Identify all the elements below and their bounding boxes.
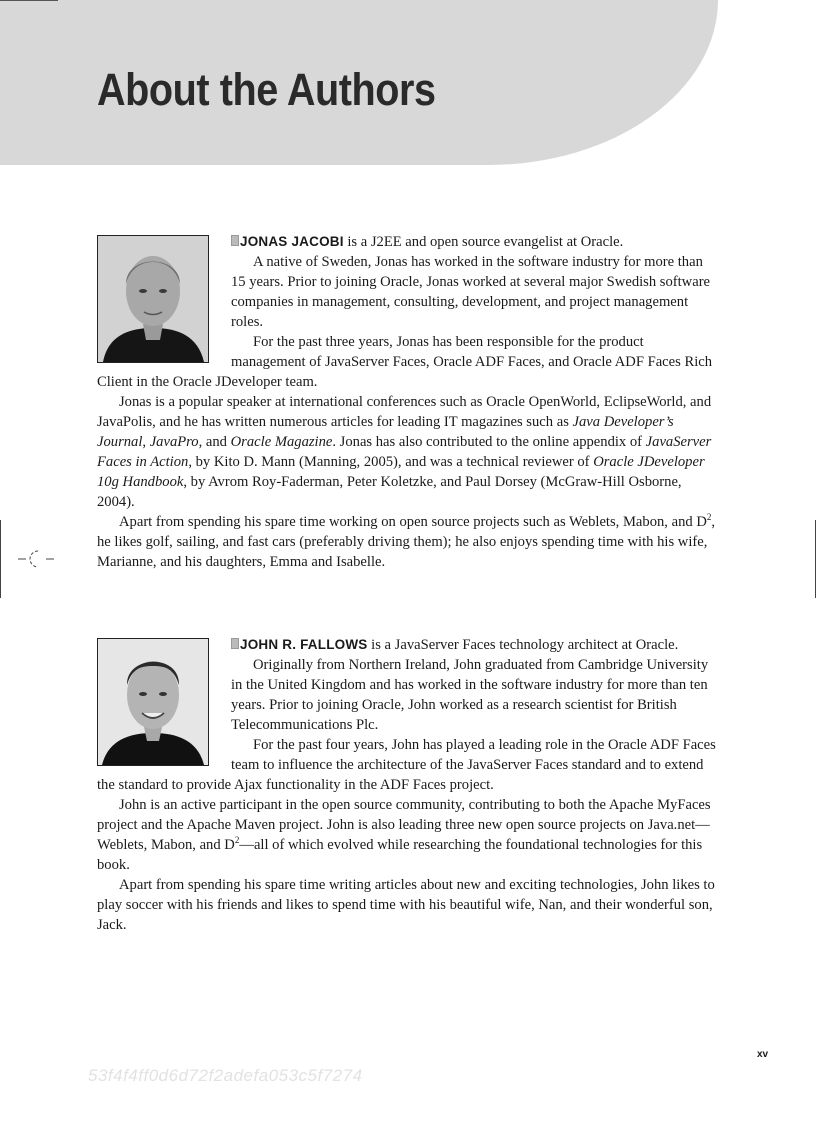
page-number: xv [757,1049,769,1060]
registration-mark-icon [18,549,62,569]
author-name: JOHN R. FALLOWS [240,637,368,652]
bio-paragraph: For the past three years, Jonas has been responsible for the product management of JavaServer Faces, Oracle ADF Faces, and Oracle ADF Faces Rich Client in the Oracle JDeveloper team. [97,334,713,390]
crop-rule-top [0,0,58,1]
bio-paragraph: is a JavaServer Faces technology architect at Oracle. [371,637,679,653]
author-photo-john-fallows [97,638,209,766]
bio-paragraph: Jonas is a popular speaker at international conferences such as Oracle OpenWorld, EclipseWorld, and JavaPolis, and he has written numerous articles for leading IT magazines such as Java Developer’s Journal, JavaPro, and Oracle Magazine. Jonas has also contributed to the online appendix of JavaServer Faces in Action, by Kito D. Mann (Manning, 2005), and was a technical reviewer of Oracle JDeveloper 10g Handbook, by Avrom Roy-Faderman, Peter Koletzke, and Paul Dorsey (McGraw-Hill Osborne, 2004). [97,394,712,510]
author-name: JONAS JACOBI [240,234,344,249]
portrait-graphic [98,236,208,362]
bio-paragraph: Originally from Northern Ireland, John graduated from Cambridge University in the United Kingdom and has worked in the software industry for more than ten years. Prior to joining Oracle, John worked as a research scientist for British Telecommunications Plc. [231,657,709,733]
author-photo-jonas-jacobi [97,235,209,363]
bio-paragraph: John is an active participant in the open source community, contributing to both the Apache MyFaces project and the Apache Maven project. John is also leading three new open source projects on Java.net—Weblets, Mabon, and $D^2—all$ of which evolved while researching the foundational technologies for this book. [97,797,711,873]
bio-paragraph: Apart from spending his spare time writing articles about new and exciting technologies, John likes to play soccer with his friends and likes to spend time with his beautiful wife, Nan, and their wonderful son, Jack. [97,877,715,933]
crop-mark-left [0,520,1,598]
bio-paragraph: For the past four years, John has played a leading role in the Oracle ADF Faces team to influence the architecture of the JavaServer Faces standard and to extend the standard to provide Ajax functionality in the ADF Faces project. [97,737,716,793]
bio-paragraph: is a J2EE and open source evangelist at Oracle. [347,234,624,250]
bullet-marker-icon [231,235,239,246]
portrait-graphic [98,639,208,765]
bullet-marker-icon [231,638,239,649]
author-bio-john-fallows [97,635,719,935]
author-bio-jonas-jacobi [97,232,719,572]
bio-paragraph: Apart from spending his spare time working on open source projects such as Weblets, Mabon, and $D^2$, he likes golf, sailing, and fast cars (preferably driving them); he also enjoys spending time with his wife, Marianne, and his daughters, Emma and Isabelle. [97,512,716,570]
bio-paragraph: A native of Sweden, Jonas has worked in the software industry for more than 15 years. Prior to joining Oracle, Jonas worked at several major Swedish software companies in management, consulting, development, and project management roles. [231,254,711,330]
watermark-id: 53f4f4ff0d6d72f2adefa053c5f7274 [88,1066,363,1085]
page-title: About the Authors [97,64,436,115]
